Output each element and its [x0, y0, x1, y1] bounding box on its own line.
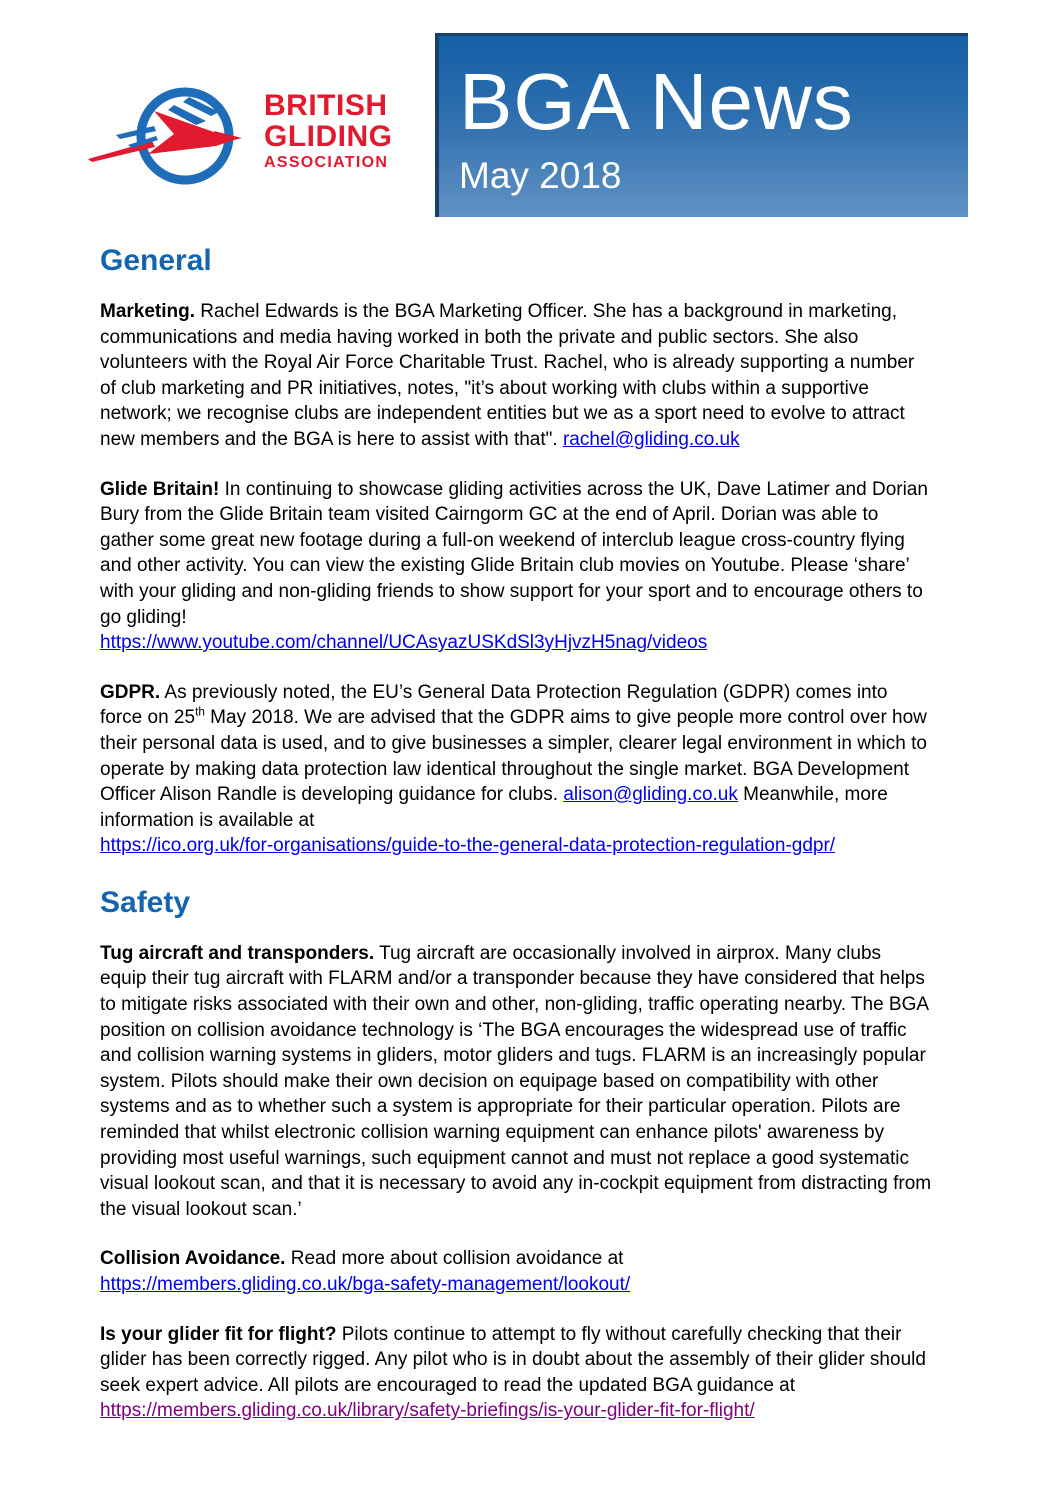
paragraph: Tug aircraft and transponders. Tug aircraft are occasionally involved in airprox. Many clubs equip their tug aircraft with FLARM and/or a transponder because they have considered that helps to mitigate risks associated with their own and other, non-gliding, traffic operating nearby. The BGA position on collision avoidance technology is ‘The BGA encourages the widespread use of traffic and collision warning systems in gliders, motor gliders and tugs. FLARM is an increasingly popular system. Pilots should make their own decision on equipage based on compatibility with other systems and as to whether such a system is appropriate for their particular operation. Pilots are reminded that whilst electronic collision warning equipment can enhance pilots' awareness by providing most useful warnings, such equipment cannot and must not replace a good systematic visual lookout scan, and that it is necessary to avoid any in-cockpit equipment from distracting from the visual lookout scan.’ [100, 942, 932, 1220]
section-title-general: General [100, 244, 212, 277]
paragraph: GDPR. As previously noted, the EU’s General Data Protection Regulation (GDPR) comes into force on 25th May 2018. We are advised that the GDPR aims to give people more control over how their personal data is used, and to give businesses a simpler, clearer legal environment in which to operate by making data protection law identical throughout the single market. BGA Development Officer Alison Randle is developing guidance for clubs. alison@gliding.co.uk Meanwhile, more information is available at https://ico.org.uk/for-organisations/guide-to-the-general-data-protection-regulation-gdpr/ [100, 681, 927, 857]
paragraph-lead-label: Glide Britain! [100, 478, 220, 500]
hyperlink[interactable]: https://ico.org.uk/for-organisations/guide-to-the-general-data-protection-regulation-gdpr/ [100, 835, 836, 857]
hyperlink[interactable]: rachel@gliding.co.uk [562, 428, 740, 450]
newsletter-date: May 2018 [459, 155, 622, 196]
paragraph-lead-label: Tug aircraft and transponders. [100, 942, 375, 964]
ordinal-superscript: th [195, 705, 205, 719]
hyperlink[interactable]: https://members.gliding.co.uk/bga-safety-management/lookout/ [100, 1274, 631, 1295]
logo-wordmark [264, 90, 393, 174]
paragraph-lead-label: Collision Avoidance. [100, 1248, 286, 1270]
newsletter-body [100, 241, 932, 1424]
logo-word-british: BRITISH [264, 89, 388, 122]
hyperlink[interactable]: https://www.youtube.com/channel/UCAsyazUSKdSl3yHjvzH5nag/videos [100, 632, 708, 654]
bga-logo [88, 76, 393, 208]
paragraph-lead-label: Marketing. [100, 301, 196, 322]
paragraph: Collision Avoidance. Read more about collision avoidance at https://members.gliding.co.uk/bga-safety-management/lookout/ [100, 1248, 631, 1295]
hyperlink[interactable]: alison@gliding.co.uk [563, 784, 738, 806]
logo-word-gliding: GLIDING [264, 120, 393, 153]
newsletter-header [0, 0, 1058, 217]
paragraph-lead-label: Is your glider fit for flight? [100, 1323, 337, 1345]
glider-emblem-icon [88, 76, 258, 208]
paragraph-lead-label: GDPR. [100, 681, 161, 703]
hyperlink[interactable]: https://members.gliding.co.uk/library/safety-briefings/is-your-glider-fit-for-flight/ [100, 1400, 755, 1422]
paragraph: Glide Britain! In continuing to showcase gliding activities across the UK, Dave Latimer and Dorian Bury from the Glide Britain team visited Cairngorm GC at the end of April. Dorian was able to gather some great new footage during a full-on weekend of interclub league cross-country flying and other activity. You can view the existing Glide Britain club movies on Youtube. Please ‘share’ with your gliding and non-gliding friends to show support for your sport and to encourage others to go gliding! https://www.youtube.com/channel/UCAsyazUSKdSl3yHjvzH5nag/videos [100, 478, 928, 654]
newsletter-title: BGA News [459, 57, 854, 146]
header-banner [435, 33, 968, 217]
paragraph: Is your glider fit for flight? Pilots continue to attempt to fly without carefully checking that their glider has been correctly rigged. Any pilot who is in doubt about the assembly of their glider should seek expert advice. All pilots are encouraged to read the updated BGA guidance at https://members.gliding.co.uk/library/safety-briefings/is-your-glider-fit-for-flight/ [100, 1323, 926, 1422]
paragraph: Marketing. Rachel Edwards is the BGA Marketing Officer. She has a background in marketing, communications and media having worked in both the private and public sectors. She also volunteers with the Royal Air Force Charitable Trust. Rachel, who is already supporting a number of club marketing and PR initiatives, notes, "it’s about working with clubs within a supportive network; we recognise clubs are independent entities but we as a sport need to evolve to attract new members and the BGA is here to assist with that". rachel@gliding.co.uk [100, 301, 915, 450]
logo-word-association: ASSOCIATION [264, 154, 389, 171]
section-title-safety: Safety [100, 885, 191, 919]
